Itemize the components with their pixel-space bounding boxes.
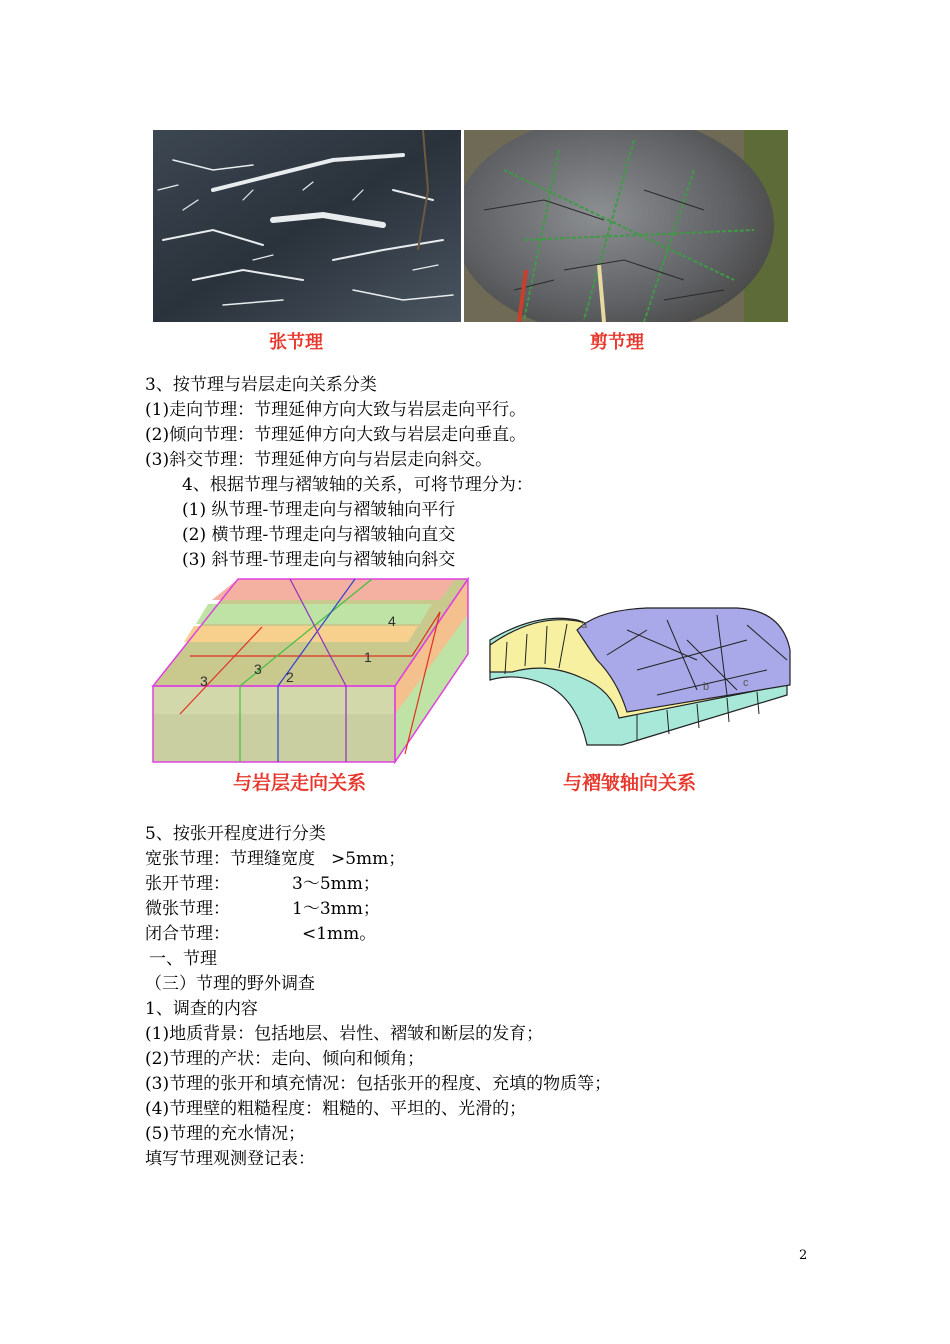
opening-row-value: 3～5mm； — [292, 874, 380, 894]
page-number: 2 — [799, 1248, 808, 1263]
fold-label-a: a — [581, 619, 588, 631]
opening-row-value: 1～3mm； — [292, 899, 380, 919]
shear-joint-photo — [464, 130, 788, 322]
block-label-3a: 3 — [254, 661, 262, 677]
section3-item: (2)倾向节理：节理延伸方向大致与岩层走向垂直。 — [145, 425, 527, 445]
section3-item: (1)走向节理：节理延伸方向大致与岩层走向平行。 — [145, 400, 527, 420]
opening-row — [145, 847, 405, 871]
survey-item: (5)节理的充水情况； — [145, 1124, 306, 1144]
block-label-3b: 3 — [200, 673, 208, 689]
tension-joint-photo — [153, 130, 461, 322]
block-label-1: 1 — [364, 649, 372, 665]
opening-row-label: 微张节理： — [145, 899, 230, 919]
survey-item: (3)节理的张开和填充情况：包括张开的程度、充填的物质等； — [145, 1074, 612, 1094]
block-label-2: 2 — [286, 669, 294, 685]
fold-axis-caption: 与褶皱轴向关系 — [563, 772, 697, 794]
opening-row-label: 闭合节理： — [145, 924, 230, 944]
strike-relation-caption: 与岩层走向关系 — [233, 772, 367, 794]
survey-footer: 填写节理观测登记表： — [145, 1149, 315, 1169]
part-heading: 一、节理 — [149, 949, 217, 969]
section4-item: (3) 斜节理-节理走向与褶皱轴向斜交 — [182, 550, 456, 570]
section4-item: (1) 纵节理-节理走向与褶皱轴向平行 — [182, 500, 456, 520]
survey-item: (2)节理的产状：走向、倾向和倾角； — [145, 1049, 425, 1069]
fold-axis-diagram — [487, 600, 793, 746]
opening-row — [145, 922, 376, 946]
opening-row — [145, 872, 380, 896]
fold-label-b: b — [703, 681, 710, 693]
survey-content-heading: 1、调查的内容 — [145, 999, 258, 1019]
survey-item: (4)节理壁的粗糙程度：粗糙的、平坦的、光滑的； — [145, 1099, 527, 1119]
shear-joint-caption: 剪节理 — [590, 332, 644, 353]
opening-row-label: 张开节理： — [145, 874, 230, 894]
opening-row-label: 宽张节理：节理缝宽度 — [145, 849, 315, 869]
section3-heading: 3、按节理与岩层走向关系分类 — [145, 375, 377, 395]
section5-heading: 5、按张开程度进行分类 — [145, 824, 326, 844]
strike-relation-diagram — [150, 574, 472, 766]
tension-joint-caption: 张节理 — [269, 332, 323, 353]
survey-item: (1)地质背景：包括地层、岩性、褶皱和断层的发育； — [145, 1024, 544, 1044]
opening-row — [145, 897, 380, 921]
opening-row-value: >5mm； — [331, 849, 406, 869]
section4-heading: 4、根据节理与褶皱轴的关系，可将节理分为： — [182, 475, 533, 495]
opening-row-value: <1mm。 — [302, 924, 377, 944]
survey-section-heading: （三）节理的野外调查 — [145, 974, 315, 994]
section3-item: (3)斜交节理：节理延伸方向与岩层走向斜交。 — [145, 450, 493, 470]
section4-item: (2) 横节理-节理走向与褶皱轴向直交 — [182, 525, 456, 545]
fold-label-c: c — [743, 677, 749, 689]
block-label-4: 4 — [388, 613, 396, 629]
